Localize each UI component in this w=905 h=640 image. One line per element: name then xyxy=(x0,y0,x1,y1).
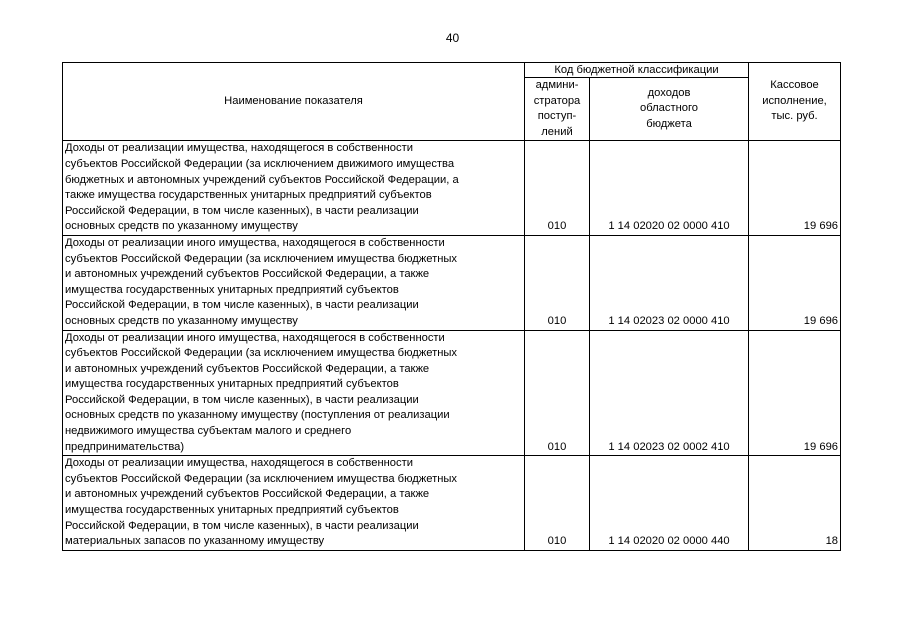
name-line: субъектов Российской Федерации (за исключением имущества бюджетных xyxy=(65,252,458,265)
name-line: предпринимательства) xyxy=(65,440,185,453)
name-line: основных средств по указанному имуществу xyxy=(65,220,298,233)
header-income-line: областного xyxy=(639,102,699,115)
row-administrator-code: 010 xyxy=(525,141,590,236)
row-indicator-name xyxy=(63,330,525,456)
name-line: материальных запасов по указанному имуществу xyxy=(65,535,325,548)
name-line: имущества государственных унитарных предприятий субъектов xyxy=(65,283,399,296)
header-administrator-line: админи- xyxy=(535,79,579,91)
name-line: Доходы от реализации иного имущества, находящегося в собственности xyxy=(65,331,445,344)
row-indicator-name xyxy=(63,235,525,330)
name-line: субъектов Российской Федерации (за исключением движимого имущества xyxy=(65,157,455,170)
name-line: Российской Федерации, в том числе казенных), в части реализации xyxy=(65,519,419,532)
header-cash-execution-line: исполнение, xyxy=(762,94,827,107)
name-line: субъектов Российской Федерации (за исключением имущества бюджетных xyxy=(65,347,458,360)
header-revenue-administrator xyxy=(525,78,590,141)
page-number: 40 xyxy=(445,31,460,45)
name-line: Российской Федерации, в том числе казенных), в части реализации xyxy=(65,204,419,217)
header-income-line: бюджета xyxy=(646,117,692,130)
name-line: недвижимого имущества субъектам малого и среднего xyxy=(65,425,352,438)
header-administrator-line: поступ- xyxy=(537,110,577,123)
table-row xyxy=(63,235,841,330)
name-line: основных средств по указанному имуществу (поступления от реализации xyxy=(65,409,450,422)
header-administrator-line: стратора xyxy=(533,94,581,107)
row-administrator-code: 010 xyxy=(525,330,590,456)
name-line: также имущества государственных унитарных предприятий субъектов xyxy=(65,189,432,202)
row-income-code: 1 14 02023 02 0002 410 xyxy=(590,330,749,456)
header-regional-budget-income xyxy=(590,78,749,141)
table-row xyxy=(63,456,841,551)
header-administrator-line: лений xyxy=(541,125,573,138)
header-budget-classification-code: Код бюджетной классификации xyxy=(525,63,749,78)
name-line: Российской Федерации, в том числе казенных), в части реализации xyxy=(65,393,419,406)
row-indicator-name xyxy=(63,141,525,236)
row-income-code: 1 14 02020 02 0000 410 xyxy=(590,141,749,236)
row-administrator-code: 010 xyxy=(525,235,590,330)
name-line: и автономных учреждений субъектов Российской Федерации, а также xyxy=(65,268,430,281)
name-line: субъектов Российской Федерации (за исключением имущества бюджетных xyxy=(65,472,458,485)
row-cash-execution-amount: 19 696 xyxy=(749,141,841,236)
name-line: Российской Федерации, в том числе казенных), в части реализации xyxy=(65,299,419,312)
table-row xyxy=(63,330,841,456)
header-income-line: доходов xyxy=(647,86,691,99)
table-header-row xyxy=(63,63,841,78)
name-line: и автономных учреждений субъектов Российской Федерации, а также xyxy=(65,488,430,501)
row-income-code: 1 14 02020 02 0000 440 xyxy=(590,456,749,551)
row-income-code: 1 14 02023 02 0000 410 xyxy=(590,235,749,330)
name-line: имущества государственных унитарных предприятий субъектов xyxy=(65,378,399,391)
name-line: Доходы от реализации иного имущества, находящегося в собственности xyxy=(65,236,445,249)
row-cash-execution-amount: 19 696 xyxy=(749,330,841,456)
row-cash-execution-amount: 19 696 xyxy=(749,235,841,330)
row-administrator-code: 010 xyxy=(525,456,590,551)
name-line: основных средств по указанному имуществу xyxy=(65,314,298,327)
name-line: бюджетных и автономных учреждений субъектов Российской Федерации, а xyxy=(65,173,459,186)
header-cash-execution-line: тыс. руб. xyxy=(771,110,818,123)
header-cash-execution-line: Кассовое xyxy=(770,79,819,92)
name-line: и автономных учреждений субъектов Российской Федерации, а также xyxy=(65,362,430,375)
row-cash-execution-amount: 18 xyxy=(749,456,841,551)
name-line: Доходы от реализации имущества, находящегося в собственности xyxy=(65,457,413,470)
header-indicator-name: Наименование показателя xyxy=(63,63,525,141)
table-row xyxy=(63,141,841,236)
header-cash-execution xyxy=(749,63,841,141)
budget-execution-table xyxy=(62,62,841,551)
name-line: Доходы от реализации имущества, находящегося в собственности xyxy=(65,142,413,155)
row-indicator-name xyxy=(63,456,525,551)
name-line: имущества государственных унитарных предприятий субъектов xyxy=(65,504,399,517)
